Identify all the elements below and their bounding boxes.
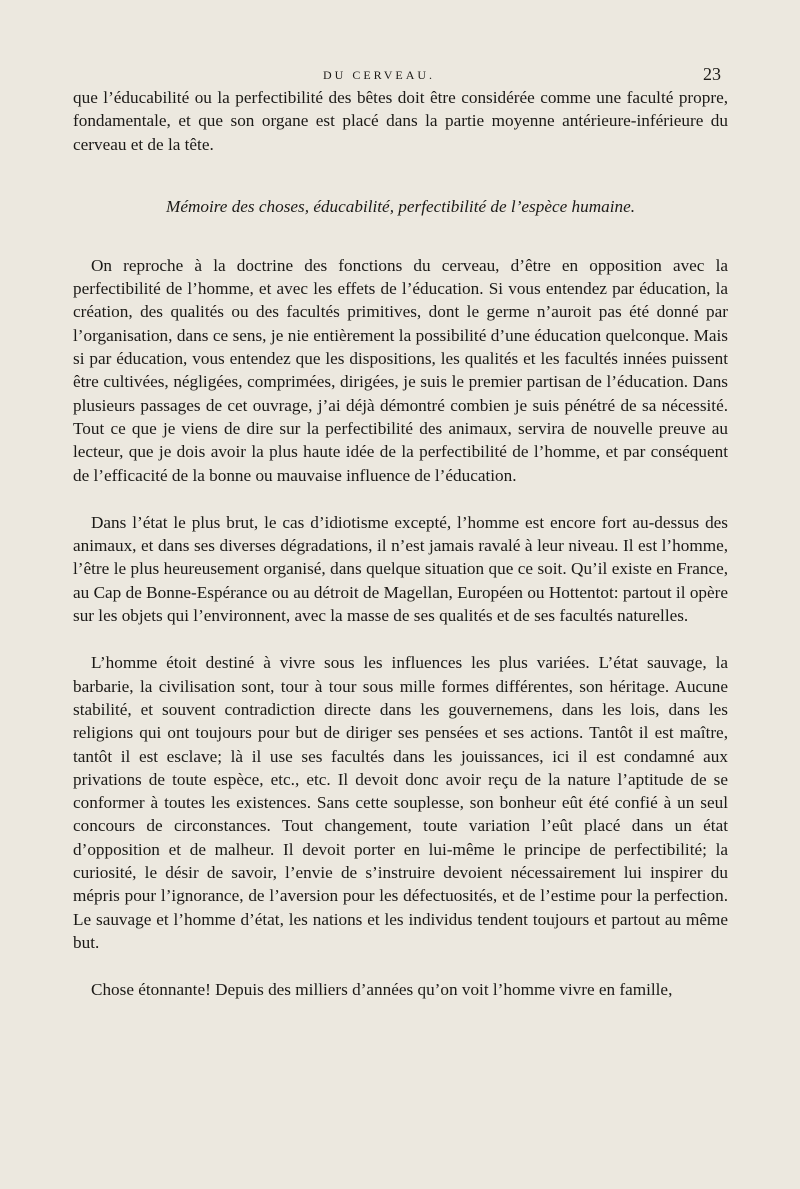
page-number: 23 (703, 64, 721, 84)
paragraph-1: On reproche à la doctrine des fonctions du cerveau, d’être en opposition avec la perfectibilité de l’homme, et avec les effets de l’éducation. Si vous entendez par éducation, la création, des qualités ou des facultés primitives, dont le germe n’auroit pas été donné par l’organisation, dans ce sens, je nie entièrement la possibilité d’une éducation quelconque. Mais si par éducation, vous entendez que les dispositions, les qualités et les facultés innées puissent être cultivées, négligées, comprimées, dirigées, je suis le premier partisan de l’éducation. Dans plusieurs passages de cet ouvrage, j’ai déjà démontré combien je suis pénétré de sa nécessité. Tout ce que je viens de dire sur la perfectibilité des animaux, servira de nouvelle preuve au lecteur, que je dois avoir la plus haute idée de la perfectibilité de l’homme, et par conséquent de l’efficacité de la bonne ou mauvaise influence de l’éducation. (73, 255, 728, 485)
body-text (73, 86, 728, 1002)
running-title: DU CERVEAU. (323, 68, 436, 82)
section-heading: Mémoire des choses, éducabilité, perfectibilité de l’espèce humaine. (166, 196, 635, 216)
paragraph-2: Dans l’état le plus brut, le cas d’idiotisme excepté, l’homme est encore fort au-dessus des animaux, et dans ses diverses dégradations, il n’est jamais ravalé à leur niveau. Il est l’homme, l’être le plus heureusement organisé, dans quelque situation que ce soit. Qu’il existe en France, au Cap de Bonne-Espérance ou au détroit de Magellan, Européen ou Hottentot: partout il opère sur les objets qui l’environnent, avec la masse de ses qualités et de ses facultés naturelles. (73, 512, 728, 626)
paragraph-3: L’homme étoit destiné à vivre sous les influences les plus variées. L’état sauvage, la barbarie, la civilisation sont, tour à tour sous mille formes différentes, son héritage. Aucune stabilité, et souvent contradiction directe dans les gouvernemens, dans les lois, dans les religions qui ont toujours pour but de diriger ses pensées et ses actions. Tantôt il est maître, tantôt il est esclave; là il use ses facultés dans les jouissances, ici il est condamné aux privations de toute espèce, etc., etc. Il devoit donc avoir reçu de la nature l’aptitude de se conformer à toutes les existences. Sans cette souplesse, son bonheur eût été confié à un seul concours de circonstances. Tout changement, toute variation l’eût placé dans un état d’opposition et de malheur. Il devoit porter en lui-même le principe de perfectibilité; la curiosité, le désir de savoir, l’envie de s’instruire devoient nécessairement lui inspirer du mépris pour l’ignorance, de l’aversion pour les défectuosités, et de l’estime pour la perfection. Le sauvage et l’homme d’état, les nations et les individus tendent toujours et partout au même but. (73, 653, 728, 952)
paragraph-continuation: que l’éducabilité ou la perfectibilité des bêtes doit être considérée comme une faculté propre, fondamentale, et que son organe est placé dans la partie moyenne antérieure-inférieure du cerveau et de la tête. (73, 88, 728, 154)
paragraph-4: Chose étonnante! Depuis des milliers d’années qu’on voit l’homme vivre en famille, (91, 980, 673, 1000)
running-head (0, 66, 800, 88)
